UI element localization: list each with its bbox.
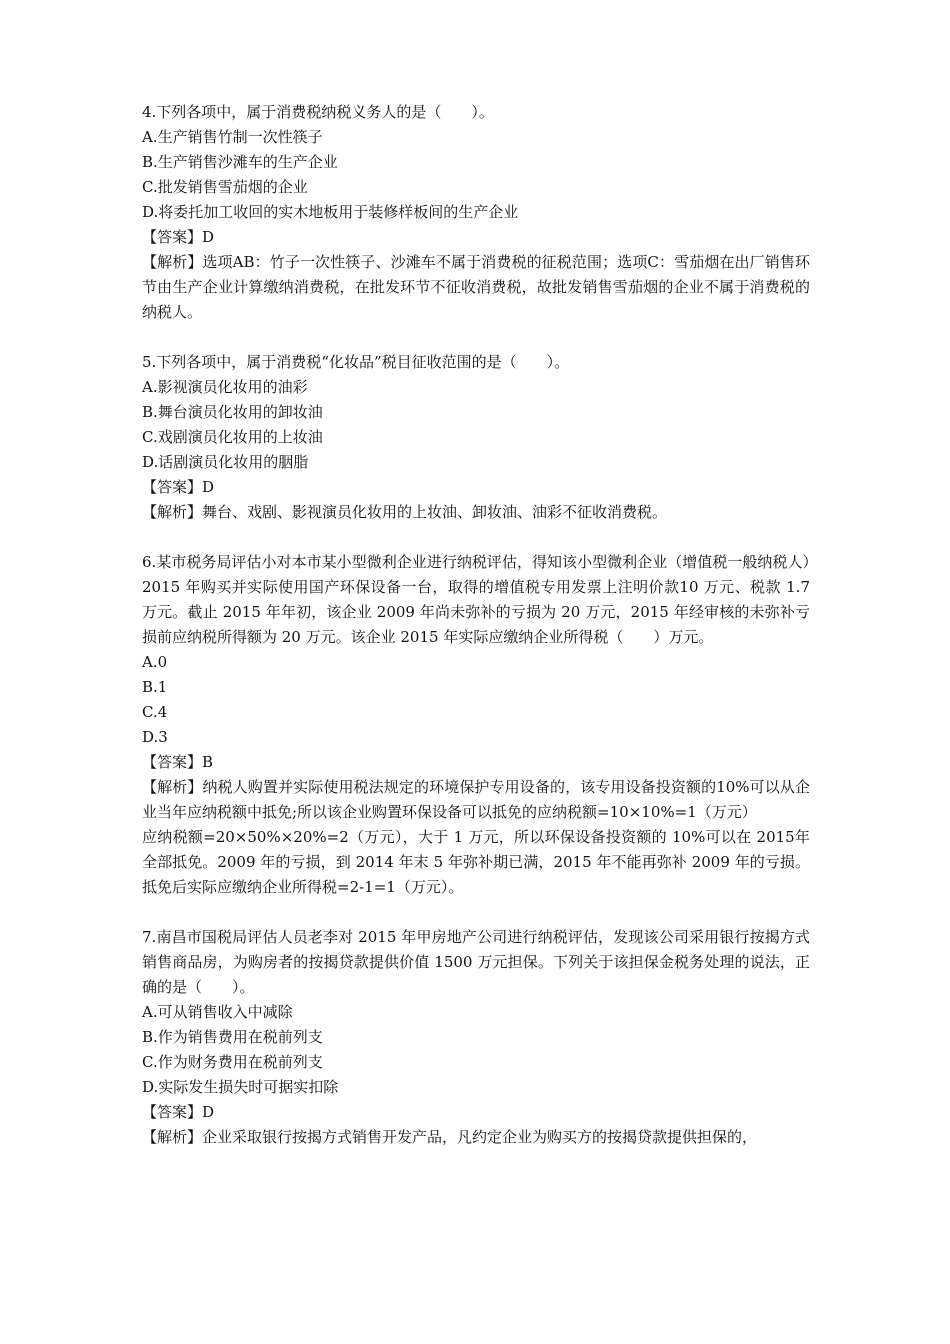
option-a: A.影视演员化妆用的油彩 [142,378,308,396]
question-block-7 [142,925,810,1150]
analysis-paragraph: 【解析】纳税人购置并实际使用税法规定的环境保护专用设备的，该专用设备投资额的10%可以从企业当年应纳税额中抵免;所以该企业购置环保设备可以抵免的应纳税额=10×10%=1（万元） [142,778,810,821]
option-a: A.可从销售收入中减除 [142,1003,293,1021]
option-d: D.话剧演员化妆用的胭脂 [142,453,309,471]
answer-line: 【答案】D [142,228,215,246]
option-d: D.3 [142,728,168,746]
question-block-4 [142,100,810,325]
option-b: B.生产销售沙滩车的生产企业 [142,153,338,171]
option-a: A.生产销售竹制一次性筷子 [142,128,323,146]
analysis-paragraph-continued: 应纳税额=20×50%×20%=2（万元），大于 1 万元，所以环保设备投资额的 10%可以在 2015年全部抵免。2009 年的亏损，到 2014 年末 5 年弥补期已满，2015 年不能再弥补 2009 年的亏损。抵免后实际应缴纳企业所得税=2-1=1（万元）。 [142,828,810,896]
question-stem: 4.下列各项中，属于消费税纳税义务人的是（ ）。 [142,103,494,121]
option-b: B.舞台演员化妆用的卸妆油 [142,403,323,421]
option-c: C.作为财务费用在税前列支 [142,1053,323,1071]
option-d: D.实际发生损失时可据实扣除 [142,1078,339,1096]
question-block-6 [142,550,810,900]
option-d: D.将委托加工收回的实木地板用于装修样板间的生产企业 [142,203,519,221]
analysis-paragraph: 【解析】舞台、戏剧、影视演员化妆用的上妆油、卸妆油、油彩不征收消费税。 [142,503,668,521]
option-b: B.作为销售费用在税前列支 [142,1028,323,1046]
paragraph-gap [142,525,810,550]
option-b: B.1 [142,678,168,696]
option-c: C.4 [142,703,168,721]
question-block-5 [142,350,810,525]
question-stem: 7.南昌市国税局评估人员老李对 2015 年甲房地产公司进行纳税评估，发现该公司采用银行按揭方式销售商品房，为购房者的按揭贷款提供价值 1500 万元担保。下列关于该担保金税务处理的说法，正确的是（ ）。 [142,928,810,996]
question-stem: 6.某市税务局评估小对本市某小型微利企业进行纳税评估，得知该小型微利企业（增值税一般纳税人）2015 年购买并实际使用国产环保设备一台，取得的增值税专用发票上注明价款10 万元、税款 1.7 万元。截止 2015 年年初，该企业 2009 年尚未弥补的亏损为 20 万元，2015 年经审核的未弥补亏损前应纳税所得额为 20 万元。该企业 2015 年实际应缴纳企业所得税（ ）万元。 [142,553,810,646]
document-content [142,100,810,1150]
paragraph-gap [142,325,810,350]
answer-line: 【答案】D [142,478,215,496]
option-c: C.批发销售雪茄烟的企业 [142,178,308,196]
question-stem: 5.下列各项中，属于消费税“化妆品”税目征收范围的是（ ）。 [142,353,570,371]
answer-line: 【答案】B [142,753,214,771]
answer-line: 【答案】D [142,1103,215,1121]
option-c: C.戏剧演员化妆用的上妆油 [142,428,323,446]
analysis-paragraph: 【解析】企业采取银行按揭方式销售开发产品，凡约定企业为购买方的按揭贷款提供担保的， [142,1128,758,1146]
analysis-paragraph: 【解析】选项AB：竹子一次性筷子、沙滩车不属于消费税的征税范围；选项C：雪茄烟在出厂销售环节由生产企业计算缴纳消费税，在批发环节不征收消费税，故批发销售雪茄烟的企业不属于消费税的纳税人。 [142,253,810,321]
paragraph-gap [142,900,810,925]
option-a: A.0 [142,653,168,671]
